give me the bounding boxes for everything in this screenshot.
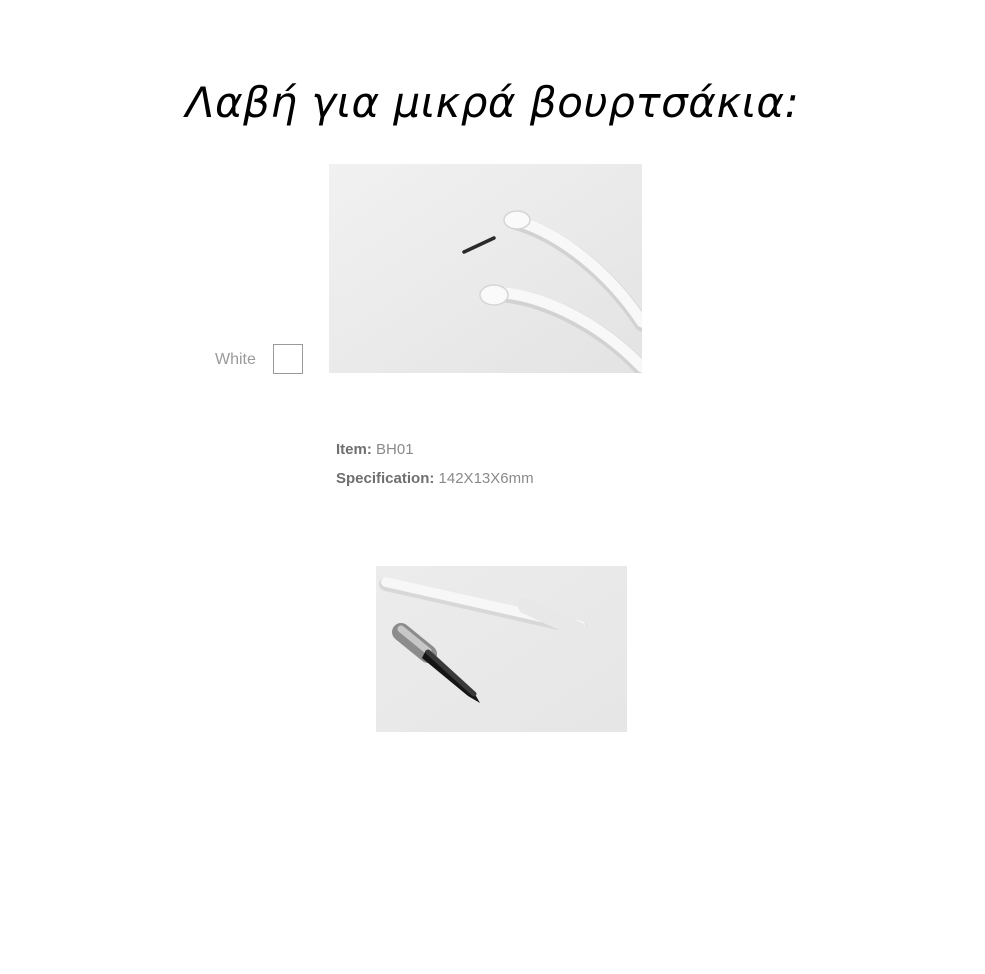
page-title: Λαβή για μικρά βουρτσάκια: bbox=[185, 78, 800, 127]
specification-value: 142X13X6mm bbox=[438, 470, 534, 487]
specification-label: Specification: bbox=[336, 470, 435, 487]
product-photo-handles bbox=[329, 164, 642, 373]
color-swatch-box bbox=[273, 344, 303, 374]
item-code-label: Item: bbox=[336, 441, 372, 458]
product-photo-brush bbox=[376, 566, 627, 732]
item-code-value: BH01 bbox=[376, 441, 414, 458]
specification bbox=[336, 470, 534, 487]
color-swatch-label: White bbox=[215, 351, 256, 368]
item-code bbox=[336, 441, 414, 458]
